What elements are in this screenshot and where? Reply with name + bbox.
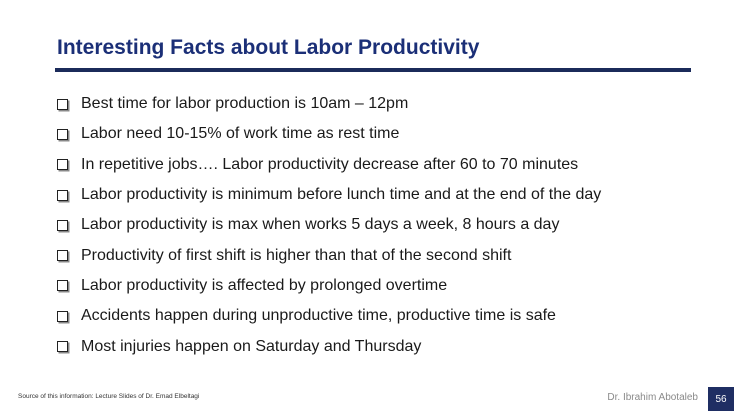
bullet-text: Productivity of first shift is higher than that of the second shift xyxy=(81,246,512,264)
checkbox-square-icon xyxy=(57,99,68,110)
bullet-text: Labor need 10-15% of work time as rest time xyxy=(81,125,400,143)
bullet-text: Best time for labor production is 10am – 12pm xyxy=(81,95,409,113)
source-note: Source of this information: Lecture Slides of Dr. Emad Elbeltagi xyxy=(18,393,200,400)
bullet-text: Labor productivity is max when works 5 days a week, 8 hours a day xyxy=(81,216,560,234)
bullet-text: Labor productivity is affected by prolonged overtime xyxy=(81,276,448,294)
bullet-list xyxy=(57,89,601,362)
slide-title: Interesting Facts about Labor Productivity xyxy=(57,36,480,59)
bullet-item xyxy=(57,150,601,180)
bullet-item xyxy=(57,119,601,149)
bullet-item xyxy=(57,210,601,240)
checkbox-square-icon xyxy=(57,159,68,170)
bullet-item xyxy=(57,271,601,301)
bullet-item xyxy=(57,301,601,331)
bullet-item xyxy=(57,89,601,119)
checkbox-square-icon xyxy=(57,129,68,140)
checkbox-square-icon xyxy=(57,220,68,231)
checkbox-square-icon xyxy=(57,280,68,291)
bullet-text: Accidents happen during unproductive time, productive time is safe xyxy=(81,307,556,325)
bullet-item xyxy=(57,240,601,270)
checkbox-square-icon xyxy=(57,341,68,352)
bullet-item xyxy=(57,180,601,210)
bullet-text: Labor productivity is minimum before lunch time and at the end of the day xyxy=(81,186,602,204)
bullet-text: Most injuries happen on Saturday and Thursday xyxy=(81,337,422,355)
checkbox-square-icon xyxy=(57,311,68,322)
checkbox-square-icon xyxy=(57,190,68,201)
page-number-badge: 56 xyxy=(708,387,734,411)
checkbox-square-icon xyxy=(57,250,68,261)
title-underline xyxy=(55,68,691,72)
bullet-item xyxy=(57,331,601,361)
bullet-text: In repetitive jobs…. Labor productivity decrease after 60 to 70 minutes xyxy=(81,155,579,173)
author-name: Dr. Ibrahim Abotaleb xyxy=(607,392,698,403)
